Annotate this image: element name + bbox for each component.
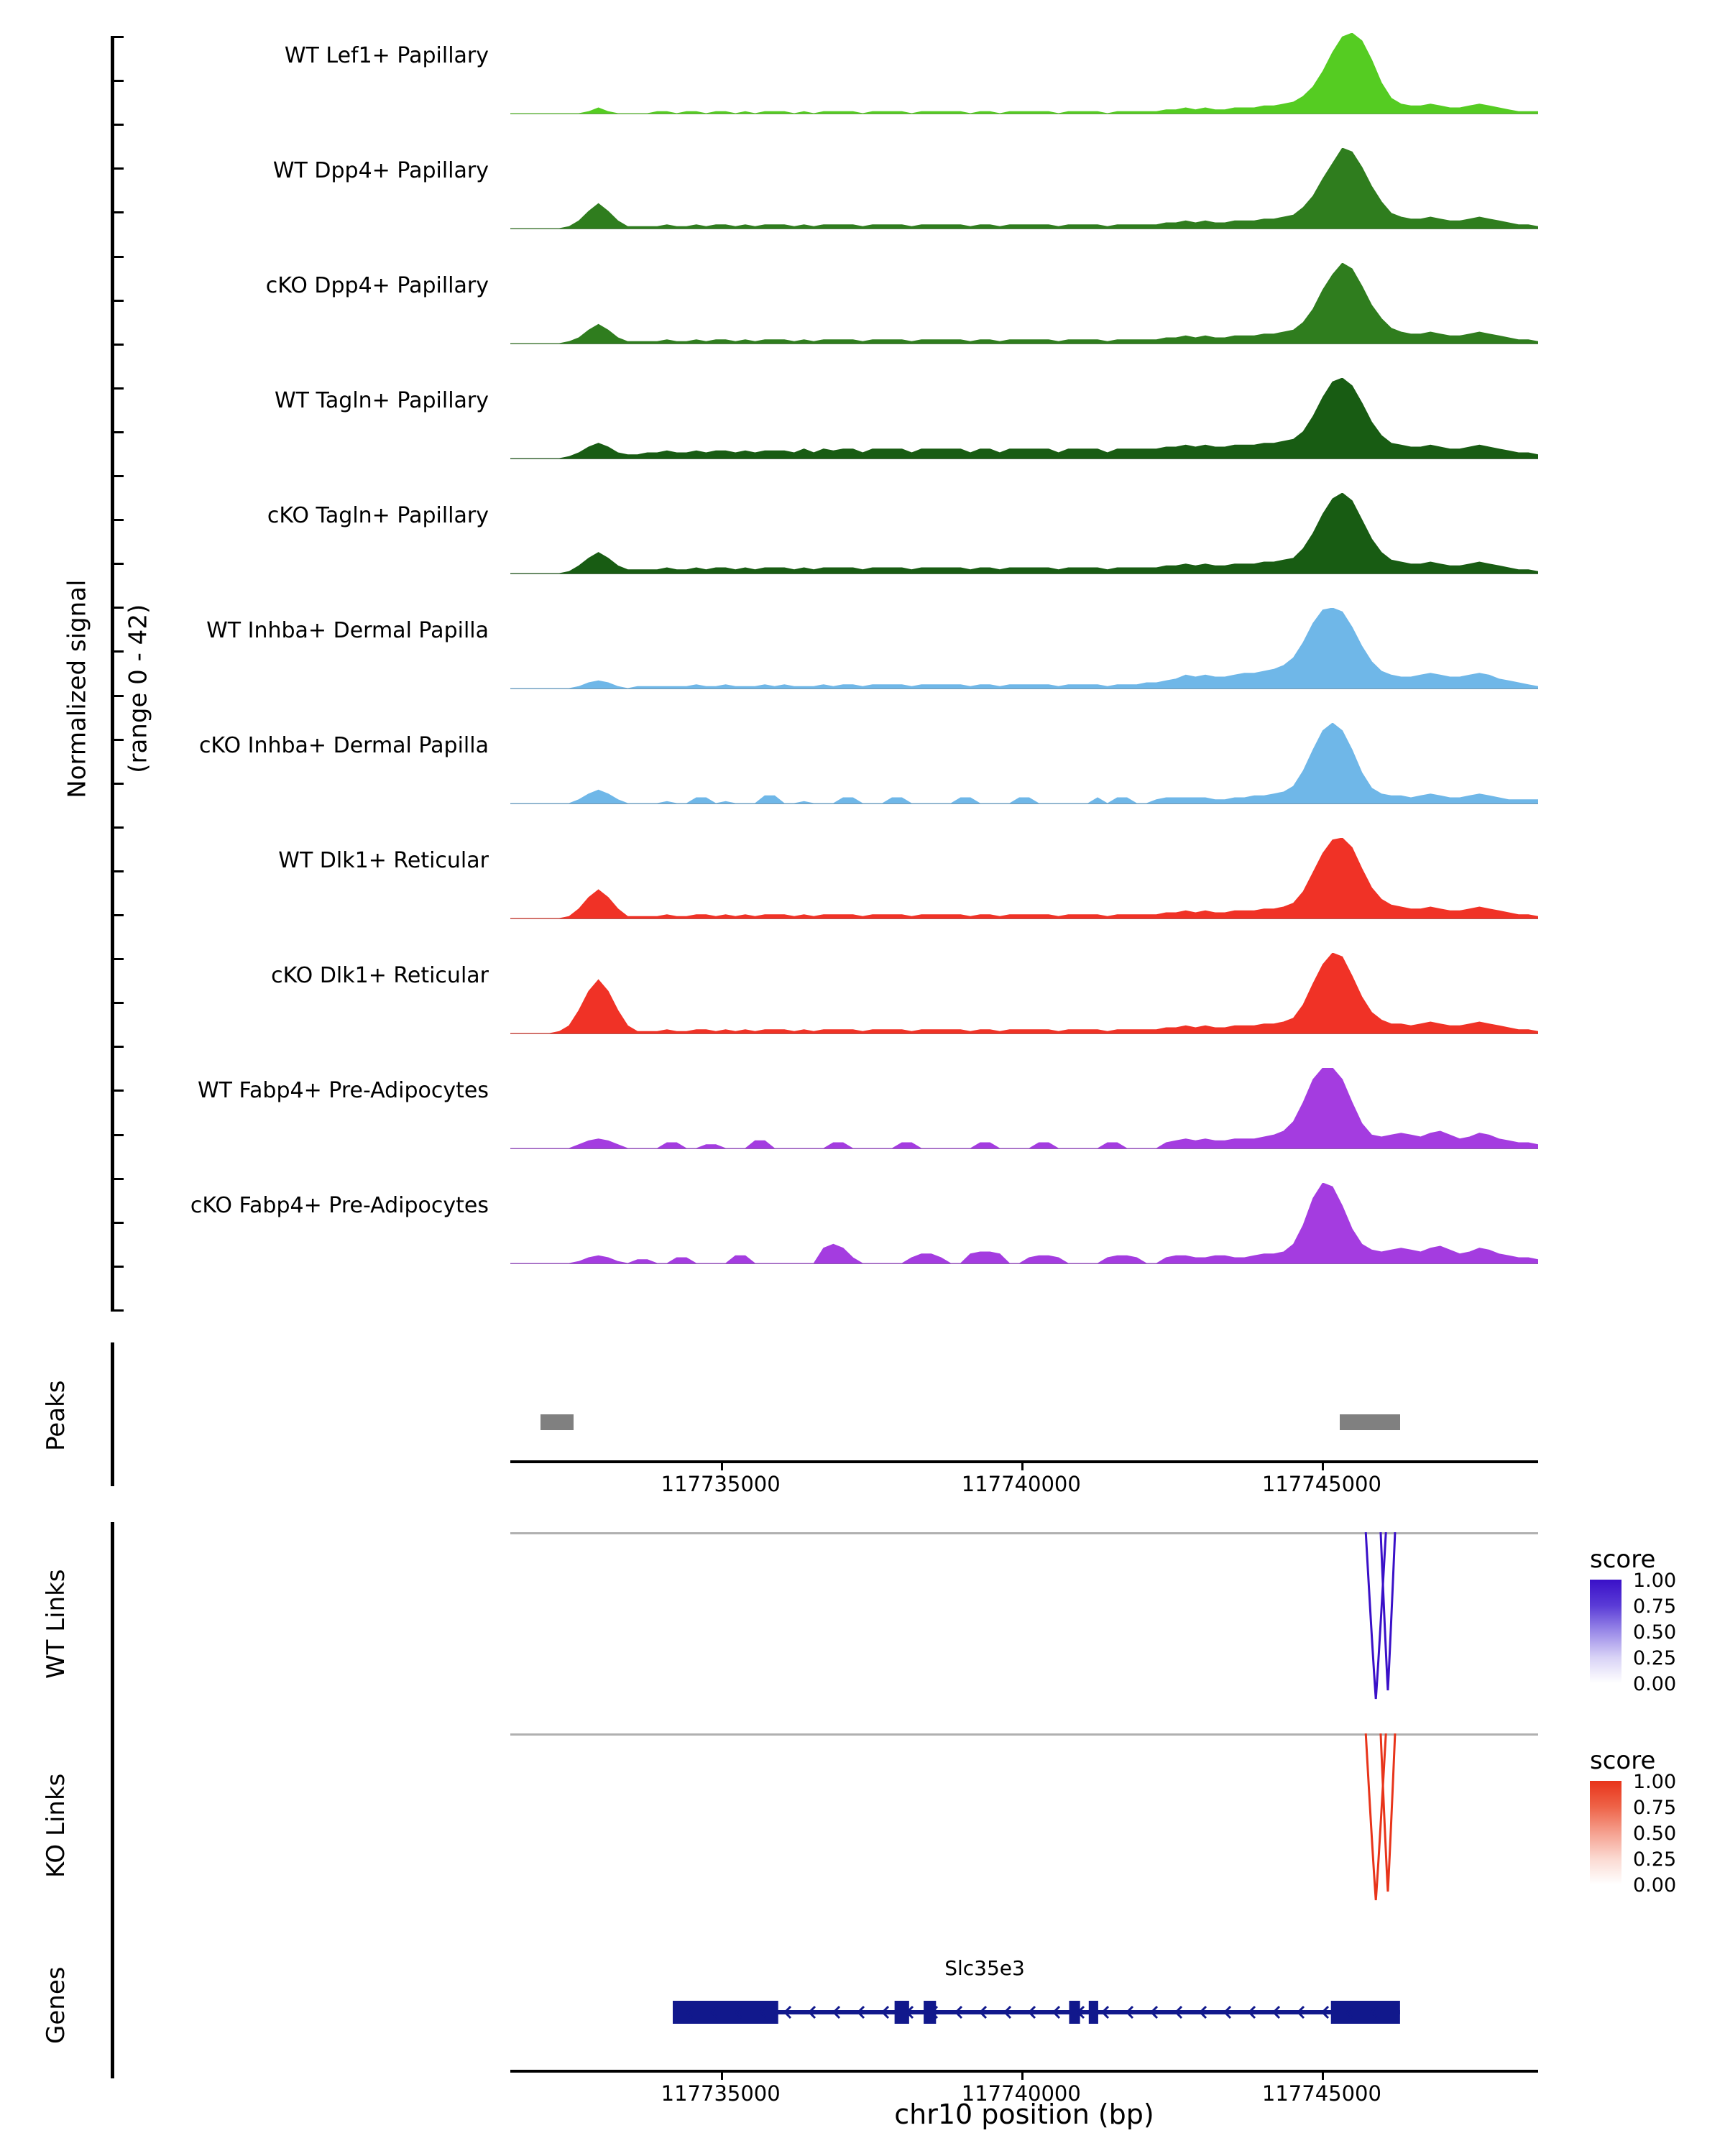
link-arc [1366,1733,1386,1900]
ko-links-svg [510,1733,1538,1913]
wt-links-legend-title: score [1590,1545,1656,1574]
genome-axis-tick [721,2073,723,2080]
ko-links-track [0,1723,1725,1932]
track-label: WT Tagln+ Papillary [275,388,489,413]
peaks-panel-label: Peaks [42,1380,70,1452]
track-label: cKO Dlk1+ Reticular [271,963,489,988]
legend-tick-label: 0.75 [1633,1797,1677,1819]
gene-label: Slc35e3 [944,1956,1025,1980]
track-label: cKO Dpp4+ Papillary [265,273,489,298]
coverage-area [510,953,1538,1035]
genome-axis-tick-label: 117735000 [661,2081,781,2106]
genome-axis-line [510,2070,1538,2073]
track-label: WT Fabp4+ Pre-Adipocytes [198,1078,489,1103]
peak-region [1340,1414,1400,1430]
track-label: WT Inhba+ Dermal Papilla [206,618,489,643]
wt-links-svg [510,1532,1538,1712]
link-arc [1381,1532,1395,1690]
genome-axis-top [0,1460,1725,1525]
legend-tick-label: 0.50 [1633,1621,1677,1644]
genome-axis-tick-label: 117745000 [1261,1472,1381,1496]
coverage-area [510,1068,1538,1150]
coverage-area [510,33,1538,115]
genome-axis-tick [721,1463,723,1470]
track-label: WT Dlk1+ Reticular [278,848,489,873]
track-label: WT Dpp4+ Papillary [272,158,489,183]
genome-axis-tick [1322,2073,1324,2080]
gene-model [673,1991,1400,2034]
legend-tick-label: 0.25 [1633,1647,1677,1669]
legend-tick-label: 0.00 [1633,1673,1677,1695]
genes-panel-label: Genes [42,1966,70,2044]
genome-axis-line [510,1460,1538,1463]
wt-links-legend-labels [1627,1570,1721,1695]
legend-tick-label: 0.75 [1633,1595,1677,1618]
track-label: WT Lef1+ Papillary [284,43,489,68]
link-arc [1366,1532,1386,1699]
legend-tick-label: 0.00 [1633,1874,1677,1897]
ko-links-panel-label: KO Links [42,1773,70,1878]
y-axis-label-line1: Normalized signal [63,579,92,798]
legend-tick-label: 1.00 [1633,1570,1677,1592]
genome-axis-tick-label: 117745000 [1261,2081,1381,2106]
genome-axis-tick-label: 117740000 [961,1472,1081,1496]
legend-tick-label: 0.50 [1633,1823,1677,1845]
genome-axis-tick [1021,2073,1024,2080]
x-axis-title: chr10 position (bp) [894,2099,1154,2130]
wt-links-panel-label: WT Links [42,1569,70,1680]
peak-region [540,1414,574,1430]
coverage-area [510,723,1538,805]
genes-track [0,1920,1725,2086]
legend-tick-label: 0.25 [1633,1848,1677,1871]
track-label: cKO Tagln+ Papillary [267,503,489,528]
genome-axis-tick-label: 117735000 [661,1472,781,1496]
link-arc [1381,1733,1395,1892]
track-label: cKO Inhba+ Dermal Papilla [198,733,489,758]
genome-axis-tick [1322,1463,1324,1470]
track-label: cKO Fabp4+ Pre-Adipocytes [190,1193,489,1218]
coverage-area [510,263,1538,345]
coverage-area [510,148,1538,230]
coverage-area [510,1183,1538,1265]
ko-links-legend-labels [1627,1771,1721,1897]
coverage-area [510,378,1538,460]
y-axis-label-line2: (range 0 - 42) [124,604,153,773]
legend-tick-label: 1.00 [1633,1771,1677,1793]
genome-axis-tick-label: 117740000 [961,2081,1081,2106]
coverage-area [510,493,1538,575]
wt-links-track [0,1522,1725,1731]
genome-axis-tick [1021,1463,1024,1470]
coverage-area [510,838,1538,920]
ko-links-legend-gradient [1590,1781,1622,1884]
coverage-area [510,608,1538,690]
wt-links-legend-gradient [1590,1580,1622,1683]
ko-links-legend-title: score [1590,1746,1656,1775]
